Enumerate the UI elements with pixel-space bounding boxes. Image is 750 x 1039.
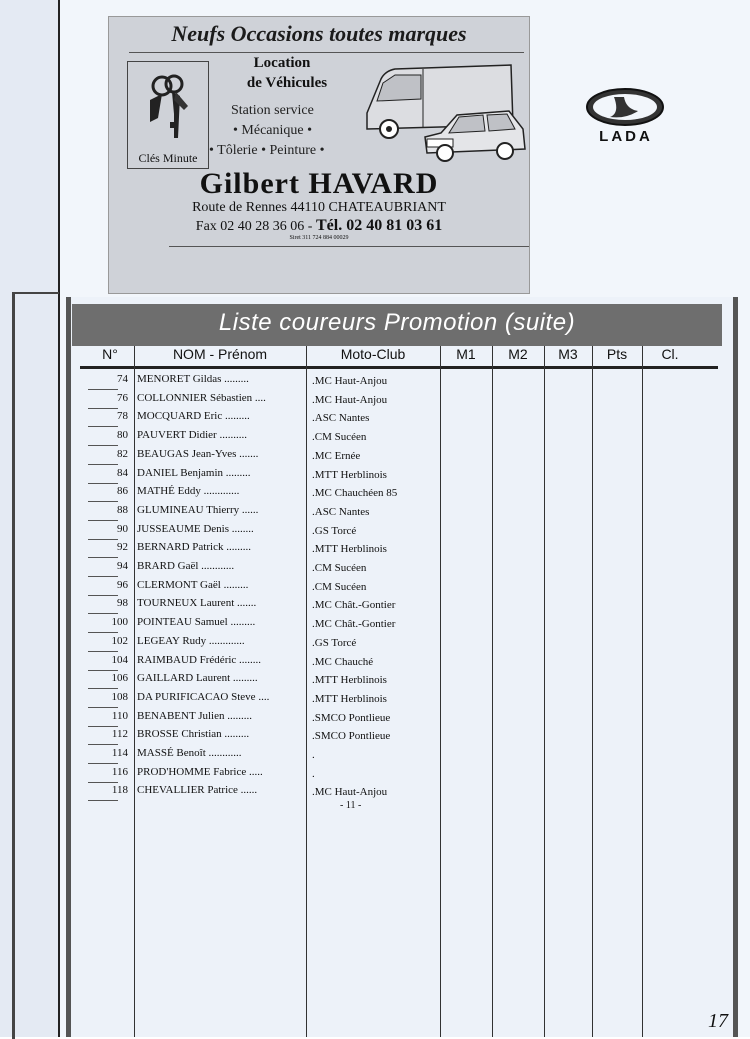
row-tick-mark [88, 426, 118, 427]
row-tick-mark [88, 520, 118, 521]
row-tick-mark [88, 539, 118, 540]
row-moto-club: . [312, 749, 315, 761]
row-rider-name: PROD'HOMME Fabrice ..... [137, 765, 263, 778]
row-tick-mark [88, 483, 118, 484]
lada-logo-text: LADA [599, 128, 653, 145]
location-line-1: Location [253, 55, 311, 71]
row-rider-name: BEAUGAS Jean-Yves ....... [137, 447, 259, 460]
row-number: 90 [117, 522, 128, 535]
header-m2: M2 [508, 346, 528, 362]
column-divider [544, 346, 545, 1037]
row-rider-name: MATHÉ Eddy ............. [137, 485, 240, 498]
row-number: 80 [117, 429, 128, 442]
row-tick-mark [88, 576, 118, 577]
row-moto-club: .MC Haut-Anjou [312, 375, 388, 387]
row-moto-club: .ASC Nantes [312, 505, 370, 518]
row-number: 112 [111, 728, 128, 741]
row-tick-mark [88, 782, 118, 783]
row-rider-name: DA PURIFICACAO Steve .... [137, 690, 270, 703]
row-rider-name: MENORET Gildas ......... [137, 373, 249, 385]
adjacent-page-frame [12, 292, 59, 1039]
row-number: 86 [117, 485, 128, 498]
row-moto-club: .MC Chauchéen 85 [312, 487, 398, 500]
row-rider-name: CLERMONT Gaël ......... [137, 578, 249, 591]
row-rider-name: COLLONNIER Sébastien .... [137, 391, 266, 404]
row-tick-mark [88, 613, 118, 614]
row-number: 102 [111, 634, 128, 647]
header-points: Pts [606, 346, 628, 362]
row-moto-club: .MC Chât.-Gontier [312, 599, 396, 612]
service-line-1: Station service [231, 103, 314, 118]
row-moto-club: .CM Sucéen [312, 562, 367, 574]
row-number: 76 [117, 391, 128, 404]
table-title-banner [72, 304, 722, 346]
row-rider-name: DANIEL Benjamin ......... [137, 466, 251, 479]
ad-headline: Neufs Occasions toutes marques [171, 21, 467, 46]
business-contact [109, 217, 529, 235]
header-number: N° [102, 346, 118, 362]
row-rider-name: BROSSE Christian ......... [137, 728, 250, 741]
location-line-2: de Véhicules [246, 75, 328, 91]
keys-icon [128, 66, 208, 146]
row-tick-mark [88, 670, 118, 671]
row-number: 116 [111, 765, 128, 778]
row-tick-mark [88, 688, 118, 689]
row-rider-name: BERNARD Patrick ......... [137, 541, 251, 554]
row-moto-club: .MTT Herblinois [312, 674, 387, 687]
row-tick-mark [88, 800, 118, 801]
row-moto-club: .MTT Herblinois [312, 543, 387, 556]
row-tick-mark [88, 726, 118, 727]
row-moto-club: .MC Haut-Anjou [312, 786, 388, 799]
row-number: 94 [117, 560, 128, 572]
ad-bottom-divider [169, 246, 529, 247]
row-rider-name: PAUVERT Didier .......... [137, 429, 247, 442]
row-number: 78 [117, 410, 128, 423]
row-rider-name: TOURNEUX Laurent ....... [137, 597, 257, 610]
row-moto-club: .GS Torcé [312, 636, 357, 649]
row-moto-club: .MC Chât.-Gontier [312, 618, 396, 631]
row-number: 98 [117, 597, 128, 610]
row-number: 104 [111, 653, 128, 666]
row-moto-club: .SMCO Pontlieue [312, 711, 391, 724]
business-address: Route de Rennes 44110 CHATEAUBRIANT [192, 200, 446, 215]
table-title: Liste coureurs Promotion (suite) [218, 309, 576, 336]
row-number: 106 [111, 672, 128, 685]
row-tick-mark [88, 651, 118, 652]
header-m3: M3 [558, 346, 578, 362]
row-tick-mark [88, 707, 118, 708]
row-moto-club: . [312, 767, 315, 780]
row-number: 114 [111, 747, 128, 759]
keys-label: Clés Minute [138, 151, 198, 165]
column-divider [592, 346, 593, 1037]
row-rider-name: MOCQUARD Eric ......... [137, 410, 250, 423]
service-line-2: • Mécanique • [233, 123, 312, 138]
row-number: 118 [111, 784, 128, 797]
column-divider [642, 346, 643, 1037]
row-moto-club: .SMCO Pontlieue [312, 730, 391, 743]
phone-number: Tél. 02 40 81 03 61 [315, 217, 443, 234]
row-moto-club: .ASC Nantes [312, 412, 370, 425]
row-rider-name: GAILLARD Laurent ......... [137, 672, 258, 685]
row-moto-club: .MTT Herblinois [312, 692, 387, 705]
row-number: 96 [117, 578, 128, 591]
row-rider-name: CHEVALLIER Patrice ...... [137, 784, 258, 797]
row-number: 110 [111, 709, 128, 722]
row-tick-mark [88, 501, 118, 502]
row-rider-name: JUSSEAUME Denis ........ [137, 522, 254, 535]
row-rider-name: RAIMBAUD Frédéric ........ [137, 653, 262, 666]
row-moto-club: .MC Chauché [312, 655, 374, 668]
row-moto-club: .MTT Herblinois [312, 468, 387, 481]
header-underline [80, 366, 718, 369]
business-name: Gilbert HAVARD [199, 167, 439, 200]
row-moto-club: .MC Haut-Anjou [312, 393, 388, 406]
row-tick-mark [88, 557, 118, 558]
header-classement: Cl. [661, 346, 679, 362]
row-tick-mark [88, 389, 118, 390]
page-number: - 11 - [340, 800, 362, 811]
header-name: NOM - Prénom [172, 346, 268, 362]
row-tick-mark [88, 595, 118, 596]
column-divider [492, 346, 493, 1037]
row-rider-name: BRARD Gaël ............ [137, 560, 235, 572]
fax-number: Fax 02 40 28 36 06 - [195, 219, 313, 234]
row-number: 100 [111, 616, 128, 629]
siret-number: Siret 311 724 884 00029 [289, 235, 349, 241]
service-line-3: • Tôlerie • Peinture • [209, 143, 325, 158]
header-club: Moto-Club [340, 346, 406, 362]
row-rider-name: GLUMINEAU Thierry ...... [137, 503, 259, 516]
row-rider-name: MASSÉ Benoît ............ [137, 747, 242, 759]
vehicles-illustration [361, 53, 529, 163]
row-rider-name: POINTEAU Samuel ......... [137, 616, 256, 629]
row-number: 108 [111, 690, 128, 703]
row-number: 74 [117, 373, 128, 385]
header-m1: M1 [456, 346, 476, 362]
row-tick-mark [88, 445, 118, 446]
row-number: 88 [117, 503, 128, 516]
row-tick-mark [88, 763, 118, 764]
row-moto-club: .MC Ernée [312, 449, 361, 462]
row-rider-name: LEGEAY Rudy ............. [137, 634, 245, 647]
keys-box [127, 61, 209, 169]
adjacent-page-strip [0, 0, 60, 1037]
column-divider [134, 346, 135, 1037]
row-number: 84 [117, 466, 128, 479]
row-number: 92 [117, 541, 128, 554]
row-tick-mark [88, 408, 118, 409]
row-tick-mark [88, 744, 118, 745]
row-moto-club: .GS Torcé [312, 524, 357, 537]
row-number: 82 [117, 447, 128, 460]
havard-advertisement [108, 16, 530, 294]
column-divider [306, 346, 307, 1037]
row-tick-mark [88, 632, 118, 633]
row-rider-name: BENABENT Julien ......... [137, 709, 252, 722]
row-tick-mark [88, 464, 118, 465]
row-moto-club: .CM Sucéen [312, 580, 367, 593]
row-moto-club: .CM Sucéen [312, 431, 367, 444]
corner-handwritten-mark: 17 [708, 1010, 728, 1032]
